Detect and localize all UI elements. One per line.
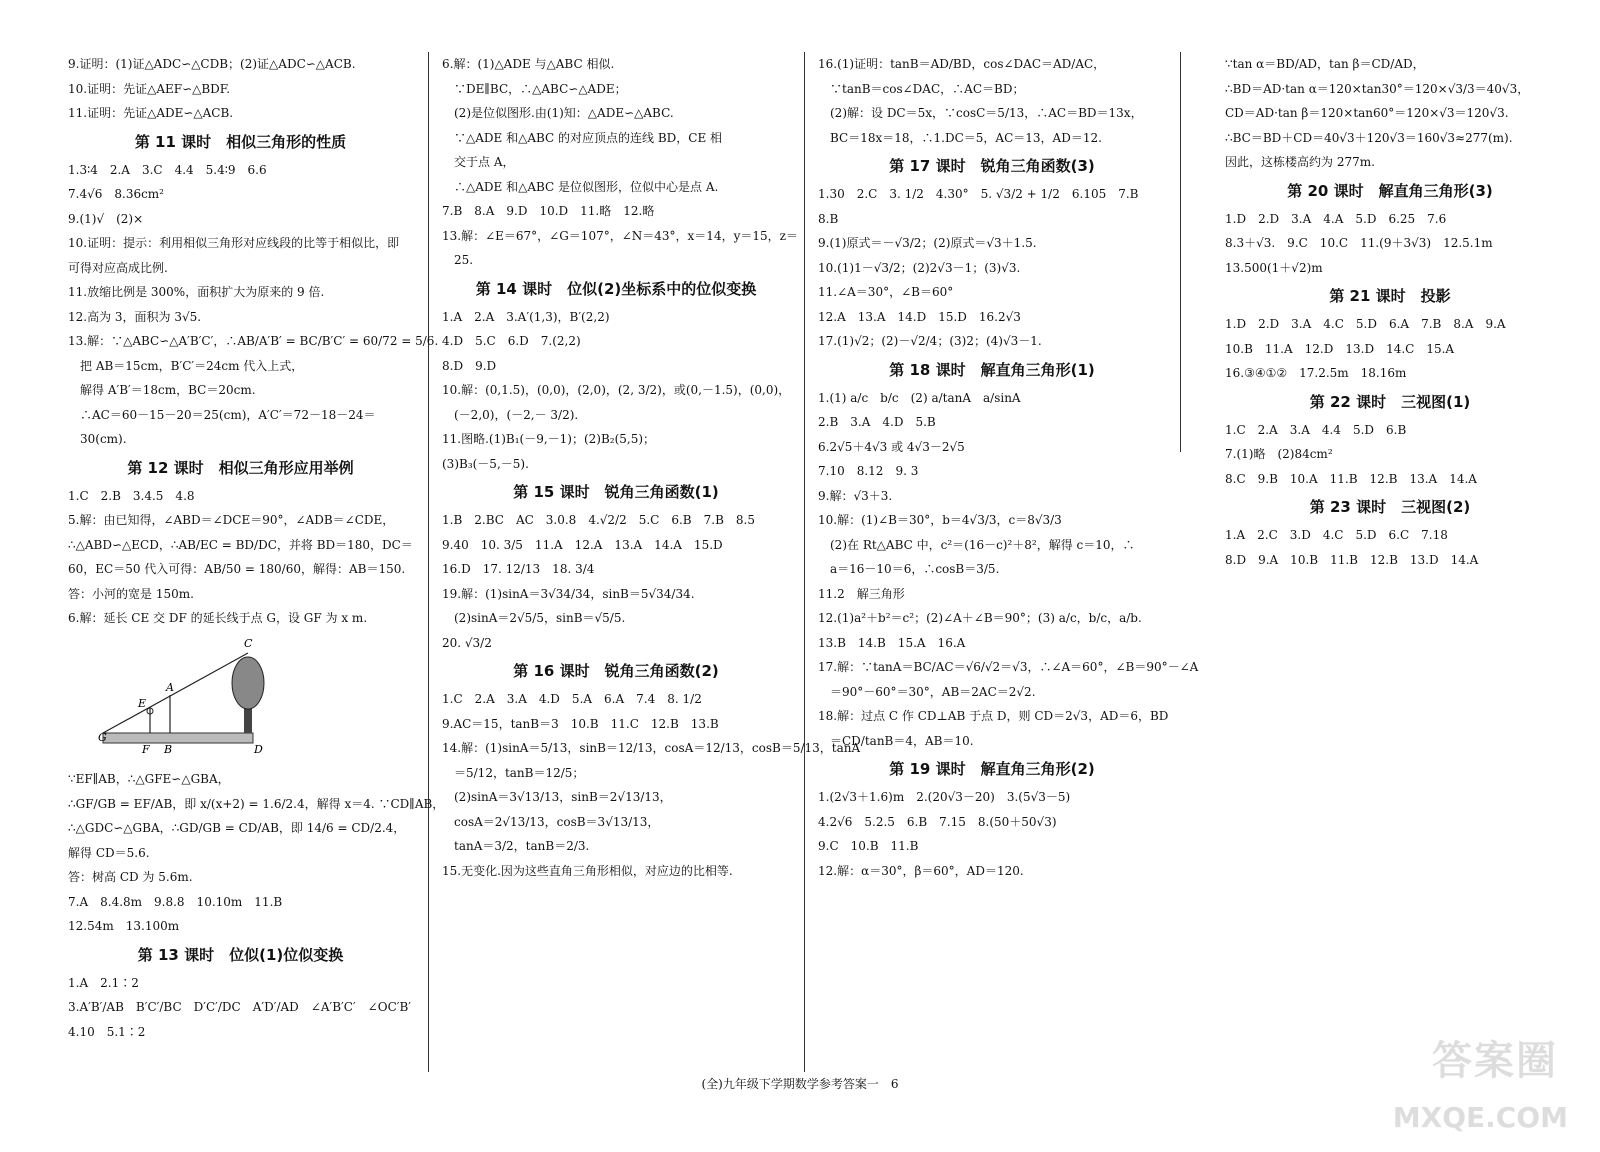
answer-line: CD＝AD·tan β＝120×tan60°＝120×√3＝120√3. xyxy=(1225,106,1509,120)
answer-line: ＝5/12，tanB＝12/5； xyxy=(442,765,585,780)
answer-line: 10.B 11.A 12.D 13.D 14.C 15.A xyxy=(1225,341,1455,356)
section-heading: 第 22 课时 三视图(1) xyxy=(1309,392,1471,411)
answer-line: 解得 CD＝5.6. xyxy=(68,845,150,860)
answer-line: ∵DE∥BC，∴△ABC∽△ADE； xyxy=(442,81,627,96)
answer-line: 9.解：√3＋3. xyxy=(818,488,893,503)
answer-line: 8.D 9.D xyxy=(442,358,497,373)
watermark-top-text: 答案圈 xyxy=(1432,1038,1558,1084)
answer-line: 7.(1)略 (2)84cm² xyxy=(1225,447,1333,461)
answer-line: ∴△GDC∽△GBA，∴GD/GB = CD/AB，即 14/6 = CD/2.4， xyxy=(68,821,406,835)
answer-line: (2)是位似图形.由(1)知：△ADE∽△ABC. xyxy=(442,106,674,120)
answer-line: 2.B 3.A 4.D 5.B xyxy=(818,415,936,429)
answer-line: 10.解：(0,1.5)，(0,0)，(2,0)，(2, 3/2)，或(0,－1.5)，(0,0)， xyxy=(442,383,791,397)
section-heading: 第 12 课时 相似三角形应用举例 xyxy=(127,458,354,477)
answer-line: 1.C 2.B 3.4.5 4.8 xyxy=(68,488,195,503)
answer-line: ∵tanB＝cos∠DAC，∴AC＝BD； xyxy=(818,81,1025,96)
answer-line: ∴AC＝60－15－20＝25(cm)，A′C′＝72－18－24＝ xyxy=(68,407,376,422)
answer-line: 交于点 A， xyxy=(442,155,515,169)
answer-line: 13.B 14.B 15.A 16.A xyxy=(818,635,966,650)
answer-line: ∴BD＝AD·tan α＝120×tan30°＝120×√3/3＝40√3， xyxy=(1225,81,1530,96)
answer-line: 1.(2√3＋1.6)m 2.(20√3－20) 3.(5√3－5) xyxy=(818,790,1071,804)
answer-line: 1.C 2.A 3.A 4.D 5.A 6.A 7.4 8. 1/2 xyxy=(442,692,702,706)
figure-label: G xyxy=(98,730,107,744)
answer-line: 7.4√6 8.36cm² xyxy=(68,187,164,201)
answer-line: 把 AB＝15cm，B′C′＝24cm 代入上式， xyxy=(68,358,304,373)
answer-line: 30(cm). xyxy=(68,432,127,446)
section-heading: 第 16 课时 锐角三角函数(2) xyxy=(513,662,719,680)
answer-line: tanA＝3/2，tanB＝2/3. xyxy=(442,839,590,853)
section-heading: 第 19 课时 解直角三角形(2) xyxy=(889,760,1095,778)
answer-line: ∵EF∥AB，∴△GFE∽△GBA， xyxy=(68,772,230,786)
figure-label: E xyxy=(138,696,147,710)
answer-line: a＝16－10＝6，∴cosB＝3/5. xyxy=(818,562,1000,576)
answer-line: ∴△ADE 和△ABC 是位似图形，位似中心是点 A. xyxy=(442,179,719,194)
answer-line: 11.图略.(1)B₁(－9,－1)；(2)B₂(5,5)； xyxy=(442,432,656,446)
answer-line: 7.B 8.A 9.D 10.D 11.略 12.略 xyxy=(442,204,655,218)
answer-line: 1.3∶4 2.A 3.C 4.4 5.4∶9 6.6 xyxy=(68,162,267,177)
page-footer: (全)九年级下学期数学参考答案一 6 xyxy=(701,1077,899,1091)
column-divider-2 xyxy=(804,52,805,1072)
answer-line: 20. √3/2 xyxy=(442,635,492,650)
section-heading: 第 11 课时 相似三角形的性质 xyxy=(134,132,347,151)
answer-line: 1.B 2.BC AC 3.0.8 4.√2/2 5.C 6.B 7.B 8.5 xyxy=(442,513,755,527)
answer-line: 6.2√5＋4√3 或 4√3－2√5 xyxy=(818,439,965,454)
answer-line: 16.③④①② 17.2.5m 18.16m xyxy=(1225,366,1407,380)
answer-line: 10.证明：提示：利用相似三角形对应线段的比等于相似比，即 xyxy=(68,236,400,250)
section-heading: 第 21 课时 投影 xyxy=(1329,287,1451,305)
tree-height-figure xyxy=(98,635,413,764)
watermark-logo xyxy=(1392,1034,1568,1134)
answer-line: 5.解：由已知得，∠ABD＝∠DCE＝90°，∠ADB＝∠CDE， xyxy=(68,513,395,527)
answer-line: 9.AC＝15，tanB＝3 10.B 11.C 12.B 13.B xyxy=(442,716,719,731)
answer-line: 答：小河的宽是 150m. xyxy=(68,586,194,601)
answer-line: (2)sinA＝2√5/5，sinB＝√5/5. xyxy=(442,611,626,625)
section-heading: 第 13 课时 位似(1)位似变换 xyxy=(137,945,344,964)
answer-line: 7.A 8.4.8m 9.8.8 10.10m 11.B xyxy=(68,894,283,909)
section-heading: 第 20 课时 解直角三角形(3) xyxy=(1287,181,1493,200)
answer-line: 8.D 9.A 10.B 11.B 12.B 13.D 14.A xyxy=(1225,552,1479,567)
answer-line: 9.40 10. 3/5 11.A 12.A 13.A 14.A 15.D xyxy=(442,537,723,552)
answer-line: 7.10 8.12 9. 3 xyxy=(818,464,919,478)
watermark-bottom-text: MXQE.COM xyxy=(1392,1101,1568,1134)
answer-line: 11.∠A＝30°，∠B＝60° xyxy=(818,285,954,299)
section-heading: 第 15 课时 锐角三角函数(1) xyxy=(513,483,719,501)
answer-line: 9.证明：(1)证△ADC∽△CDB；(2)证△ADC∽△ACB. xyxy=(68,57,356,71)
answer-line: 1.C 2.A 3.A 4.4 5.D 6.B xyxy=(1225,422,1407,437)
answer-line: 17.(1)√2；(2)－√2/4；(3)2；(4)√3－1. xyxy=(818,334,1042,348)
answer-line: 9.C 10.B 11.B xyxy=(818,839,919,853)
answer-line: 60，EC＝50 代入可得：AB/50 = 180/60，解得：AB＝150. xyxy=(68,562,406,576)
answer-line: 9.(1)原式＝－√3/2；(2)原式＝√3＋1.5. xyxy=(818,236,1037,250)
figure-label: D xyxy=(254,742,263,756)
figure-label: B xyxy=(164,742,173,756)
answer-line: 1.A 2.1∶2 xyxy=(68,975,139,990)
section-heading: 第 14 课时 位似(2)坐标系中的位似变换 xyxy=(475,279,757,298)
answer-line: 解得 A′B′＝18cm，BC＝20cm. xyxy=(68,383,256,397)
column-divider-3 xyxy=(1180,52,1181,452)
answer-line: 6.解：延长 CE 交 DF 的延长线于点 G，设 GF 为 x m. xyxy=(68,611,368,625)
answer-column-1 xyxy=(68,52,445,1072)
column-divider-1 xyxy=(428,52,429,1072)
answer-line: ∴BC＝BD＋CD＝40√3＋120√3＝160√3≈277(m). xyxy=(1225,130,1513,145)
answer-line: ∵tan α＝BD/AD，tan β＝CD/AD， xyxy=(1225,57,1425,71)
answer-line: 12.解：α＝30°，β＝60°，AD＝120. xyxy=(818,863,1024,878)
answer-line: (3)B₃(－5,－5). xyxy=(442,456,529,471)
answer-line: 4.2√6 5.2.5 6.B 7.15 8.(50＋50√3) xyxy=(818,814,1057,829)
answer-line: 1.A 2.C 3.D 4.C 5.D 6.C 7.18 xyxy=(1225,528,1448,542)
answer-line: ∴△ABD∽△ECD，∴AB/EC = BD/DC，并将 BD＝180，DC＝ xyxy=(68,537,413,552)
answer-line: BC＝18x＝18，∴1.DC＝5，AC＝13，AD＝12. xyxy=(818,130,1102,145)
answer-line: cosA＝2√13/13，cosB＝3√13/13， xyxy=(442,814,660,829)
answer-line: (2)在 Rt△ABC 中，c²＝(16－c)²＋8²，解得 c＝10，∴ xyxy=(818,537,1135,552)
answer-line: 17.解：∵tanA＝BC/AC＝√6/√2＝√3，∴∠A＝60°，∠B＝90°－∠A xyxy=(818,660,1199,674)
answer-column-3 xyxy=(818,52,1199,1072)
answer-line: 8.B xyxy=(818,211,839,226)
answer-line: 8.3＋√3. 9.C 10.C 11.(9＋3√3) 12.5.1m xyxy=(1225,236,1493,250)
answer-line: 16.(1)证明：tanB＝AD/BD，cos∠DAC＝AD/AC， xyxy=(818,57,1106,71)
answer-line: ＝90°－60°＝30°，AB＝2AC＝2√2. xyxy=(818,684,1036,699)
answer-line: (2)解：设 DC＝5x，∵cosC＝5/13，∴AC＝BD＝13x， xyxy=(818,106,1143,120)
answer-line: 3.A′B′/AB B′C′/BC D′C′/DC A′D′/AD ∠A′B′C′ ∠OC′B′ xyxy=(68,1000,412,1014)
answer-column-4 xyxy=(1225,52,1555,1072)
answer-line: 11.证明：先证△ADE∽△ACB. xyxy=(68,106,234,120)
answer-line: 11.放缩比例是 300%，面积扩大为原来的 9 倍. xyxy=(68,285,325,299)
answer-line: 6.解：(1)△ADE 与△ABC 相似. xyxy=(442,57,615,71)
answer-line: 25. xyxy=(442,253,474,267)
section-heading: 第 23 课时 三视图(2) xyxy=(1309,498,1471,516)
answer-line: 12.(1)a²＋b²＝c²；(2)∠A＋∠B＝90°；(3) a/c，b/c，a/b. xyxy=(818,611,1142,625)
answer-line: 1.30 2.C 3. 1/2 4.30° 5. √3/2 + 1/2 6.105 7.B xyxy=(818,187,1139,201)
answer-line: ∵△ADE 和△ABC 的对应顶点的连线 BD，CE 相 xyxy=(442,130,723,145)
figure-label: C xyxy=(244,636,253,650)
answer-line: 13.解：∠E＝67°，∠G＝107°，∠N＝43°，x＝14，y＝15，z＝ xyxy=(442,228,798,243)
answer-line: 10.证明：先证△AEF∽△BDF. xyxy=(68,81,231,96)
answer-line: 19.解：(1)sinA＝3√34/34，sinB＝5√34/34. xyxy=(442,586,695,601)
answer-line: ∴GF/GB = EF/AB，即 x/(x+2) = 1.6/2.4，解得 x＝4. ∵CD∥AB， xyxy=(68,796,445,811)
answer-line: (－2,0)，(－2,－ 3/2). xyxy=(442,407,579,422)
answer-line: 16.D 17. 12/13 18. 3/4 xyxy=(442,562,595,576)
answer-line: 答：树高 CD 为 5.6m. xyxy=(68,870,193,884)
answer-line: 4.10 5.1∶2 xyxy=(68,1024,146,1039)
answer-line: 12.A 13.A 14.D 15.D 16.2√3 xyxy=(818,309,1021,324)
answer-line: 1.D 2.D 3.A 4.C 5.D 6.A 7.B 8.A 9.A xyxy=(1225,317,1506,331)
figure-label: F xyxy=(142,742,150,756)
answer-line: 12.高为 3，面积为 3√5. xyxy=(68,309,202,324)
answer-line: 10.(1)1－√3/2；(2)2√3－1；(3)√3. xyxy=(818,260,1021,275)
answer-line: 1.(1) a/c b/c (2) a/tanA a/sinA xyxy=(818,390,1021,405)
answer-line: 9.(1)√ (2)× xyxy=(68,211,144,226)
section-heading: 第 18 课时 解直角三角形(1) xyxy=(889,360,1095,379)
answer-line: 4.D 5.C 6.D 7.(2,2) xyxy=(442,334,581,348)
answer-line: 8.C 9.B 10.A 11.B 12.B 13.A 14.A xyxy=(1225,471,1477,486)
answer-line: 12.54m 13.100m xyxy=(68,919,180,933)
answer-line: 15.无变化.因为这些直角三角形相似，对应边的比相等. xyxy=(442,863,733,878)
answer-line: 可得对应高成比例. xyxy=(68,260,168,275)
answer-line: (2)sinA＝3√13/13，sinB＝2√13/13， xyxy=(442,790,672,804)
answer-line: 13.解：∵△ABC∽△A′B′C′，∴AB/A′B′ = BC/B′C′ = 60/72 = 5/6. xyxy=(68,334,439,348)
figure-label: A xyxy=(166,680,174,694)
answer-line: 18.解：过点 C 作 CD⊥AB 于点 D，则 CD＝2√3，AD＝6，BD xyxy=(818,709,1169,723)
answer-line: 14.解：(1)sinA＝5/13，sinB＝12/13，cosA＝12/13，cosB＝5/13，tanA xyxy=(442,741,861,755)
answer-line: 因此，这栋楼高约为 277m. xyxy=(1225,155,1375,169)
section-heading: 第 17 课时 锐角三角函数(3) xyxy=(889,157,1095,175)
answer-line: 1.A 2.A 3.A′(1,3)，B′(2,2) xyxy=(442,309,610,324)
answer-line: 10.解：(1)∠B＝30°，b＝4√3/3，c＝8√3/3 xyxy=(818,513,1062,527)
answer-line: 13.500(1＋√2)m xyxy=(1225,260,1323,275)
answer-line: 11.2 解三角形 xyxy=(818,586,905,601)
answer-line: ＝CD/tanB＝4，AB＝10. xyxy=(818,733,974,748)
answer-line: 1.D 2.D 3.A 4.A 5.D 6.25 7.6 xyxy=(1225,211,1447,226)
